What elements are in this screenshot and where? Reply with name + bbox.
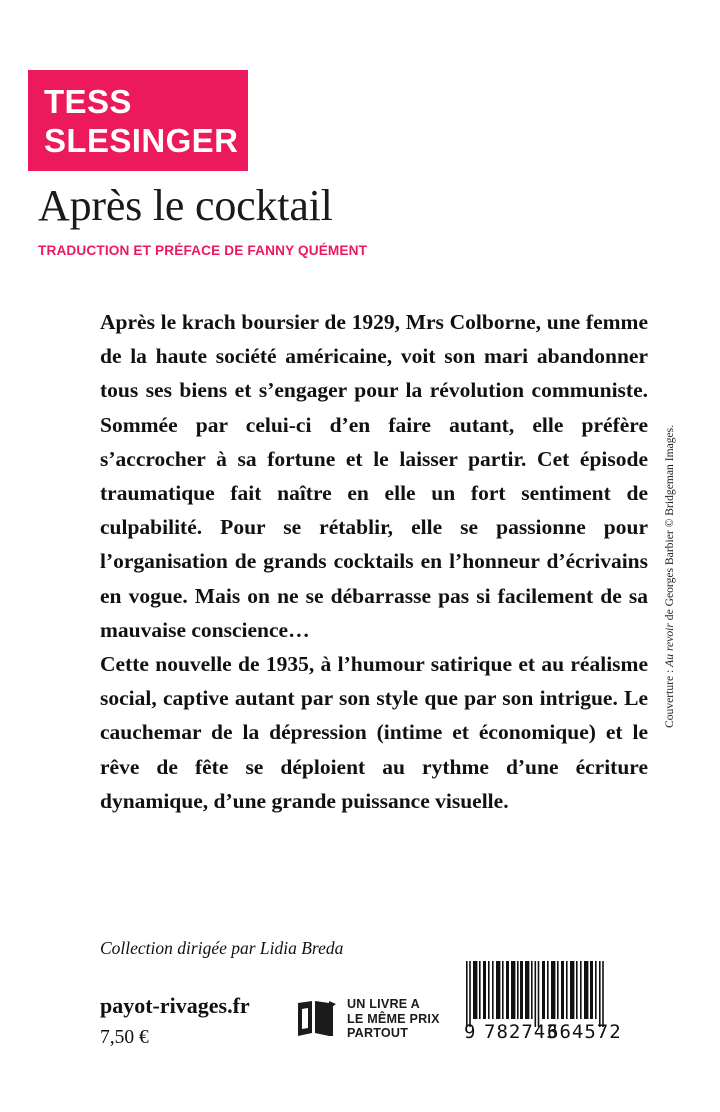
single-price-logo-text xyxy=(347,997,440,1041)
single-price-line-2: LE MÊME PRIX xyxy=(347,1011,440,1026)
cover-image-credit xyxy=(663,368,676,728)
open-book-flag-icon xyxy=(296,999,338,1039)
barcode-digits-right: 664572 xyxy=(547,1021,622,1043)
single-price-line-3: PARTOUT xyxy=(347,1026,409,1041)
cover-credit-artwork-title: Au revoir xyxy=(663,623,676,667)
author-last-name: SLESINGER xyxy=(44,122,239,159)
publisher-website: payot-rivages.fr xyxy=(100,993,250,1018)
translator-credit: TRADUCTION ET PRÉFACE DE FANNY QUÉMENT xyxy=(38,243,368,259)
barcode-bars xyxy=(466,961,610,1059)
cover-credit-suffix: de Georges Barbier © Bridgeman Images. xyxy=(663,424,676,624)
price-label: 7,50 € xyxy=(100,1027,149,1048)
collection-editor-line: Collection dirigée par Lidia Breda xyxy=(100,938,344,958)
cover-credit-prefix: Couverture : xyxy=(663,666,676,728)
author-first-name: TESS xyxy=(44,83,132,120)
blurb-paragraph-2: Cette nouvelle de 1935, à l’humour satirique et au réalisme social, captive autant par son style que par son intrigue. Le cauchemar de la dépression (intime et économique) et le rêve de fête se déploient au rythme d’une écriture dynamique, d’une grande puissance visuelle. xyxy=(100,652,648,813)
book-title: Après le cocktail xyxy=(38,181,333,230)
single-price-logo xyxy=(296,997,440,1041)
blurb-text xyxy=(100,305,648,818)
blurb-paragraph-1: Après le krach boursier de 1929, Mrs Colborne, une femme de la haute société américaine, voit son mari abandonner tous ses biens et s’engager pour la révolution communiste. Sommée par celui-ci d’en faire autant, elle préfère s’accrocher à sa fortune et le laisser partir. Cet épisode traumatique fait naître en elle un fort sentiment de culpabilité. Pour se rétablir, elle se passionne pour l’organisation de grands cocktails en l’honneur d’écrivains en vogue. Mais on ne se débarrasse pas si facilement de sa mauvaise conscience… xyxy=(100,310,648,642)
barcode-digit-prefix: 9 xyxy=(464,1021,476,1043)
barcode-digits-left: 782743 xyxy=(484,1021,559,1043)
isbn-barcode xyxy=(464,961,622,1059)
single-price-line-1: UN LIVRE A xyxy=(347,997,420,1011)
author-name-box xyxy=(28,70,248,171)
